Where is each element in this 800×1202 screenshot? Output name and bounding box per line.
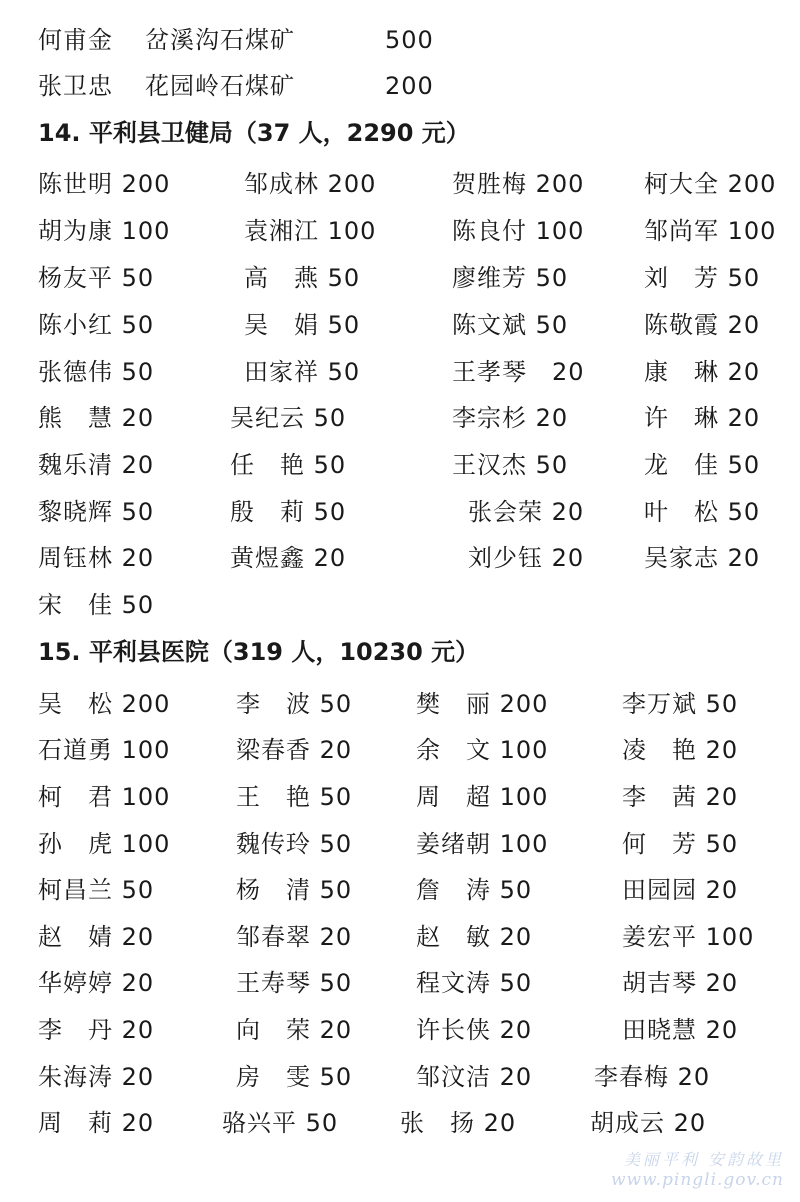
donor-entry: 黄煜鑫 20 xyxy=(230,544,347,572)
donor-entry: 张德伟 50 xyxy=(38,358,155,386)
donor-row xyxy=(0,211,800,251)
donor-row xyxy=(0,824,800,864)
donor-entry: 赵 婧 20 xyxy=(38,923,155,951)
section-15-heading-line xyxy=(0,632,800,672)
donor-row xyxy=(0,492,800,532)
donor-entry: 陈文斌 50 xyxy=(452,311,569,339)
donor-entry: 周钰林 20 xyxy=(38,544,155,572)
donor-entry: 任 艳 50 xyxy=(230,451,347,479)
donor-entry: 周 莉 20 xyxy=(38,1109,155,1137)
donor-entry: 程文涛 50 xyxy=(416,969,533,997)
donor-entry: 刘少钰 20 xyxy=(468,544,585,572)
donor-entry: 骆兴平 50 xyxy=(222,1109,339,1137)
donor-entry: 吴 娟 50 xyxy=(244,311,361,339)
donor-amount: 200 xyxy=(385,72,434,100)
donor-entry: 陈良付 100 xyxy=(452,217,585,245)
donor-entry: 孙 虎 100 xyxy=(38,830,171,858)
donor-entry: 余 文 100 xyxy=(416,736,549,764)
donor-entry: 詹 涛 50 xyxy=(416,876,533,904)
donor-entry: 王孝琴 20 xyxy=(452,358,585,386)
watermark-slogan: 美丽平利 安韵故里 xyxy=(623,1150,784,1169)
donor-entry: 邹春翠 20 xyxy=(236,923,353,951)
donor-entry: 胡为康 100 xyxy=(38,217,171,245)
donor-entry: 李春梅 20 xyxy=(594,1063,711,1091)
donor-row xyxy=(0,870,800,910)
donor-row xyxy=(0,352,800,392)
donor-row xyxy=(0,777,800,817)
donor-entry: 魏传玲 50 xyxy=(236,830,353,858)
donor-entry: 贺胜梅 200 xyxy=(452,170,585,198)
donor-entry: 宋 佳 50 xyxy=(38,591,155,619)
donor-entry: 李宗杉 20 xyxy=(452,404,569,432)
donor-name: 张卫忠 xyxy=(38,72,113,100)
donor-entry: 李 波 50 xyxy=(236,690,353,718)
donor-row xyxy=(0,684,800,724)
watermark-url: www.pingli.gov.cn xyxy=(610,1170,784,1190)
donor-row xyxy=(0,538,800,578)
donor-entry: 刘 芳 50 xyxy=(644,264,761,292)
donor-company: 岔溪沟石煤矿 xyxy=(145,26,295,54)
donor-entry: 王汉杰 50 xyxy=(452,451,569,479)
donor-entry: 陈小红 50 xyxy=(38,311,155,339)
donor-entry: 梁春香 20 xyxy=(236,736,353,764)
donor-entry: 张 扬 20 xyxy=(400,1109,517,1137)
donor-name: 何甫金 xyxy=(38,26,113,54)
donor-entry: 吴 松 200 xyxy=(38,690,171,718)
donor-entry: 樊 丽 200 xyxy=(416,690,549,718)
donor-row xyxy=(0,398,800,438)
donor-row xyxy=(0,258,800,298)
donor-entry: 袁湘江 100 xyxy=(244,217,377,245)
donor-entry: 殷 莉 50 xyxy=(230,498,347,526)
donor-entry: 杨 清 50 xyxy=(236,876,353,904)
donor-entry: 赵 敏 20 xyxy=(416,923,533,951)
donor-entry: 田晓慧 20 xyxy=(622,1016,739,1044)
donor-row xyxy=(0,1010,800,1050)
donor-row xyxy=(0,1103,800,1143)
donor-entry: 胡成云 20 xyxy=(590,1109,707,1137)
donor-entry: 吴家志 20 xyxy=(644,544,761,572)
donor-entry: 姜宏平 100 xyxy=(622,923,755,951)
donor-entry: 向 荣 20 xyxy=(236,1016,353,1044)
donor-entry: 杨友平 50 xyxy=(38,264,155,292)
donor-entry: 邹成林 200 xyxy=(244,170,377,198)
section-heading: 15. 平利县医院（319 人，10230 元） xyxy=(38,638,480,666)
section-heading: 14. 平利县卫健局（37 人，2290 元） xyxy=(38,119,470,147)
donor-entry: 李 茜 20 xyxy=(622,783,739,811)
donor-entry: 康 琳 20 xyxy=(644,358,761,386)
donor-entry: 叶 松 50 xyxy=(644,498,761,526)
donor-entry: 张会荣 20 xyxy=(468,498,585,526)
donor-entry: 姜绪朝 100 xyxy=(416,830,549,858)
section-14-heading-line xyxy=(0,113,800,153)
donor-entry: 凌 艳 20 xyxy=(622,736,739,764)
donor-entry: 柯 君 100 xyxy=(38,783,171,811)
donor-row xyxy=(0,305,800,345)
donor-entry: 田园园 20 xyxy=(622,876,739,904)
donor-entry: 邹汶洁 20 xyxy=(416,1063,533,1091)
donor-entry: 许长侠 20 xyxy=(416,1016,533,1044)
donor-company: 花园岭石煤矿 xyxy=(145,72,295,100)
donor-entry: 李 丹 20 xyxy=(38,1016,155,1044)
site-watermark xyxy=(611,1150,784,1190)
donor-entry: 高 燕 50 xyxy=(244,264,361,292)
donor-row xyxy=(0,445,800,485)
donor-entry: 田家祥 50 xyxy=(244,358,361,386)
donor-entry: 陈敬霞 20 xyxy=(644,311,761,339)
donor-row xyxy=(0,585,800,625)
donor-entry: 黎晓辉 50 xyxy=(38,498,155,526)
donor-entry: 许 琳 20 xyxy=(644,404,761,432)
donor-entry: 朱海涛 20 xyxy=(38,1063,155,1091)
donor-entry: 柯昌兰 50 xyxy=(38,876,155,904)
top-entry xyxy=(0,66,800,106)
donor-entry: 华婷婷 20 xyxy=(38,969,155,997)
donor-entry: 何 芳 50 xyxy=(622,830,739,858)
donor-row xyxy=(0,963,800,1003)
top-entry xyxy=(0,20,800,60)
donor-entry: 龙 佳 50 xyxy=(644,451,761,479)
donor-entry: 柯大全 200 xyxy=(644,170,777,198)
donor-entry: 王寿琴 50 xyxy=(236,969,353,997)
donor-entry: 王 艳 50 xyxy=(236,783,353,811)
donor-entry: 周 超 100 xyxy=(416,783,549,811)
donor-entry: 房 雯 50 xyxy=(236,1063,353,1091)
donor-amount: 500 xyxy=(385,26,434,54)
donor-entry: 陈世明 200 xyxy=(38,170,171,198)
donor-entry: 魏乐清 20 xyxy=(38,451,155,479)
donor-entry: 邹尚军 100 xyxy=(644,217,777,245)
donor-entry: 石道勇 100 xyxy=(38,736,171,764)
donor-entry: 吴纪云 50 xyxy=(230,404,347,432)
donor-entry: 熊 慧 20 xyxy=(38,404,155,432)
donor-row xyxy=(0,917,800,957)
donor-entry: 廖维芳 50 xyxy=(452,264,569,292)
donor-entry: 胡吉琴 20 xyxy=(622,969,739,997)
donor-row xyxy=(0,730,800,770)
donor-row xyxy=(0,1057,800,1097)
donor-entry: 李万斌 50 xyxy=(622,690,739,718)
donor-row xyxy=(0,164,800,204)
